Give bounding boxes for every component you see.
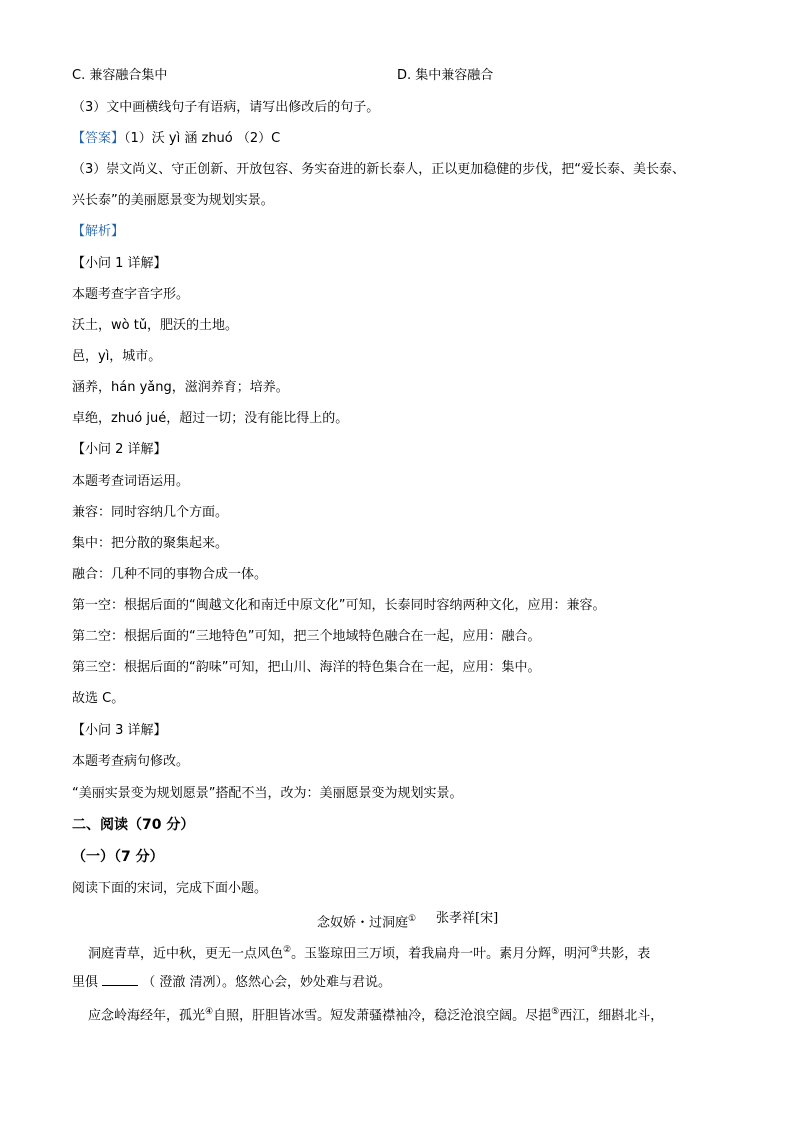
poem-title-text: 念奴娇・过洞庭 [317, 915, 409, 931]
option-d: D. 集中兼容融合 [397, 68, 494, 83]
poem-text: 自照，肝胆皆冰雪。短发萧骚襟袖冷，稳泛沧浪空阔。尽挹 [213, 1008, 552, 1024]
poem-text: （ 澄澈 清冽）。悠然心会，妙处难与君说。 [142, 975, 392, 990]
poem-text: 洞庭青草，近中秋，更无一点风色 [88, 946, 284, 962]
section-heading: 二、阅读（70 分） [72, 817, 195, 833]
note-marker: ② [283, 945, 292, 955]
analysis-tag: 【解析】 [72, 224, 125, 239]
poem-text: 应念岭海经年，孤光 [88, 1008, 206, 1024]
question-3-prompt: （3）文中画横线句子有语病，请写出修改后的句子。 [72, 100, 380, 115]
sub2-line-5: 第一空：根据后面的“闽越文化和南迁中原文化”可知，长泰同时容纳两种文化，应用：兼容。 [72, 598, 606, 613]
note-marker: ④ [205, 1007, 214, 1017]
sub1-line-2: 沃土，wò tǔ，肥沃的土地。 [72, 318, 239, 333]
sub1-line-5: 卓绝，zhuó jué，超过一切；没有能比得上的。 [72, 411, 349, 426]
sub1-line-3: 邑，yì，城市。 [72, 349, 162, 364]
sub2-line-3: 集中：把分散的聚集起来。 [72, 536, 229, 551]
subquestion-1-title: 【小问 1 详解】 [72, 256, 167, 271]
sub3-line-1: 本题考查病句修改。 [72, 754, 190, 769]
option-c: C. 兼容融合集中 [72, 68, 168, 83]
poem-text: 西江，细斟北斗， [559, 1008, 664, 1024]
poem-line-2 [72, 973, 391, 991]
sub2-line-6: 第二空：根据后面的“三地特色”可知，把三个地域特色融合在一起，应用：融合。 [72, 629, 541, 644]
sub2-line-4: 融合：几种不同的事物合成一体。 [72, 567, 268, 582]
sub3-line-2: “美丽实景变为规划愿景”搭配不当，改为：美丽愿景变为规划实景。 [72, 786, 463, 801]
reading-instruction: 阅读下面的宋词，完成下面小题。 [72, 881, 268, 896]
poem-text: 共影，表 [598, 946, 651, 962]
poem-line-3 [88, 1004, 663, 1024]
poem-line-1 [88, 942, 650, 962]
sub2-line-7: 第三空：根据后面的“韵味”可知，把山川、海洋的特色集合在一起，应用：集中。 [72, 660, 541, 675]
poem-text: 。玉鉴琼田三万顷，着我扁舟一叶。素月分辉，明河 [291, 946, 591, 962]
subquestion-3-title: 【小问 3 详解】 [72, 723, 167, 738]
sub1-line-1: 本题考查字音字形。 [72, 287, 190, 302]
answer-blank[interactable] [102, 973, 138, 986]
note-marker: ⑤ [551, 1007, 560, 1017]
answer-line-2: （3）崇文尚义、守正创新、开放包容、务实奋进的新长泰人，正以更加稳健的步伐，把“爱长泰、美长泰、 [72, 162, 686, 177]
answer-line-1 [72, 131, 280, 147]
sub2-line-2: 兼容：同时容纳几个方面。 [72, 505, 229, 520]
sub2-line-8: 故选 C。 [72, 691, 125, 706]
sub1-line-4: 涵养，hán yǎng，滋润养育；培养。 [72, 380, 289, 395]
answer-tag: 【答案】 [72, 131, 125, 146]
note-marker: ① [408, 914, 417, 924]
sub2-line-1: 本题考查词语运用。 [72, 474, 190, 489]
note-marker: ③ [590, 945, 599, 955]
poem-title [317, 911, 416, 931]
part-heading: （一）（7 分） [72, 849, 164, 865]
subquestion-2-title: 【小问 2 详解】 [72, 442, 167, 457]
answer-line-3: 兴长泰”的美丽愿景变为规划实景。 [72, 193, 274, 208]
poem-text: 里俱 [72, 975, 99, 990]
answer-text-1: （1）沃 yì 涵 zhuó （2）C [124, 131, 281, 146]
poem-author: 张孝祥[宋] [436, 911, 499, 926]
